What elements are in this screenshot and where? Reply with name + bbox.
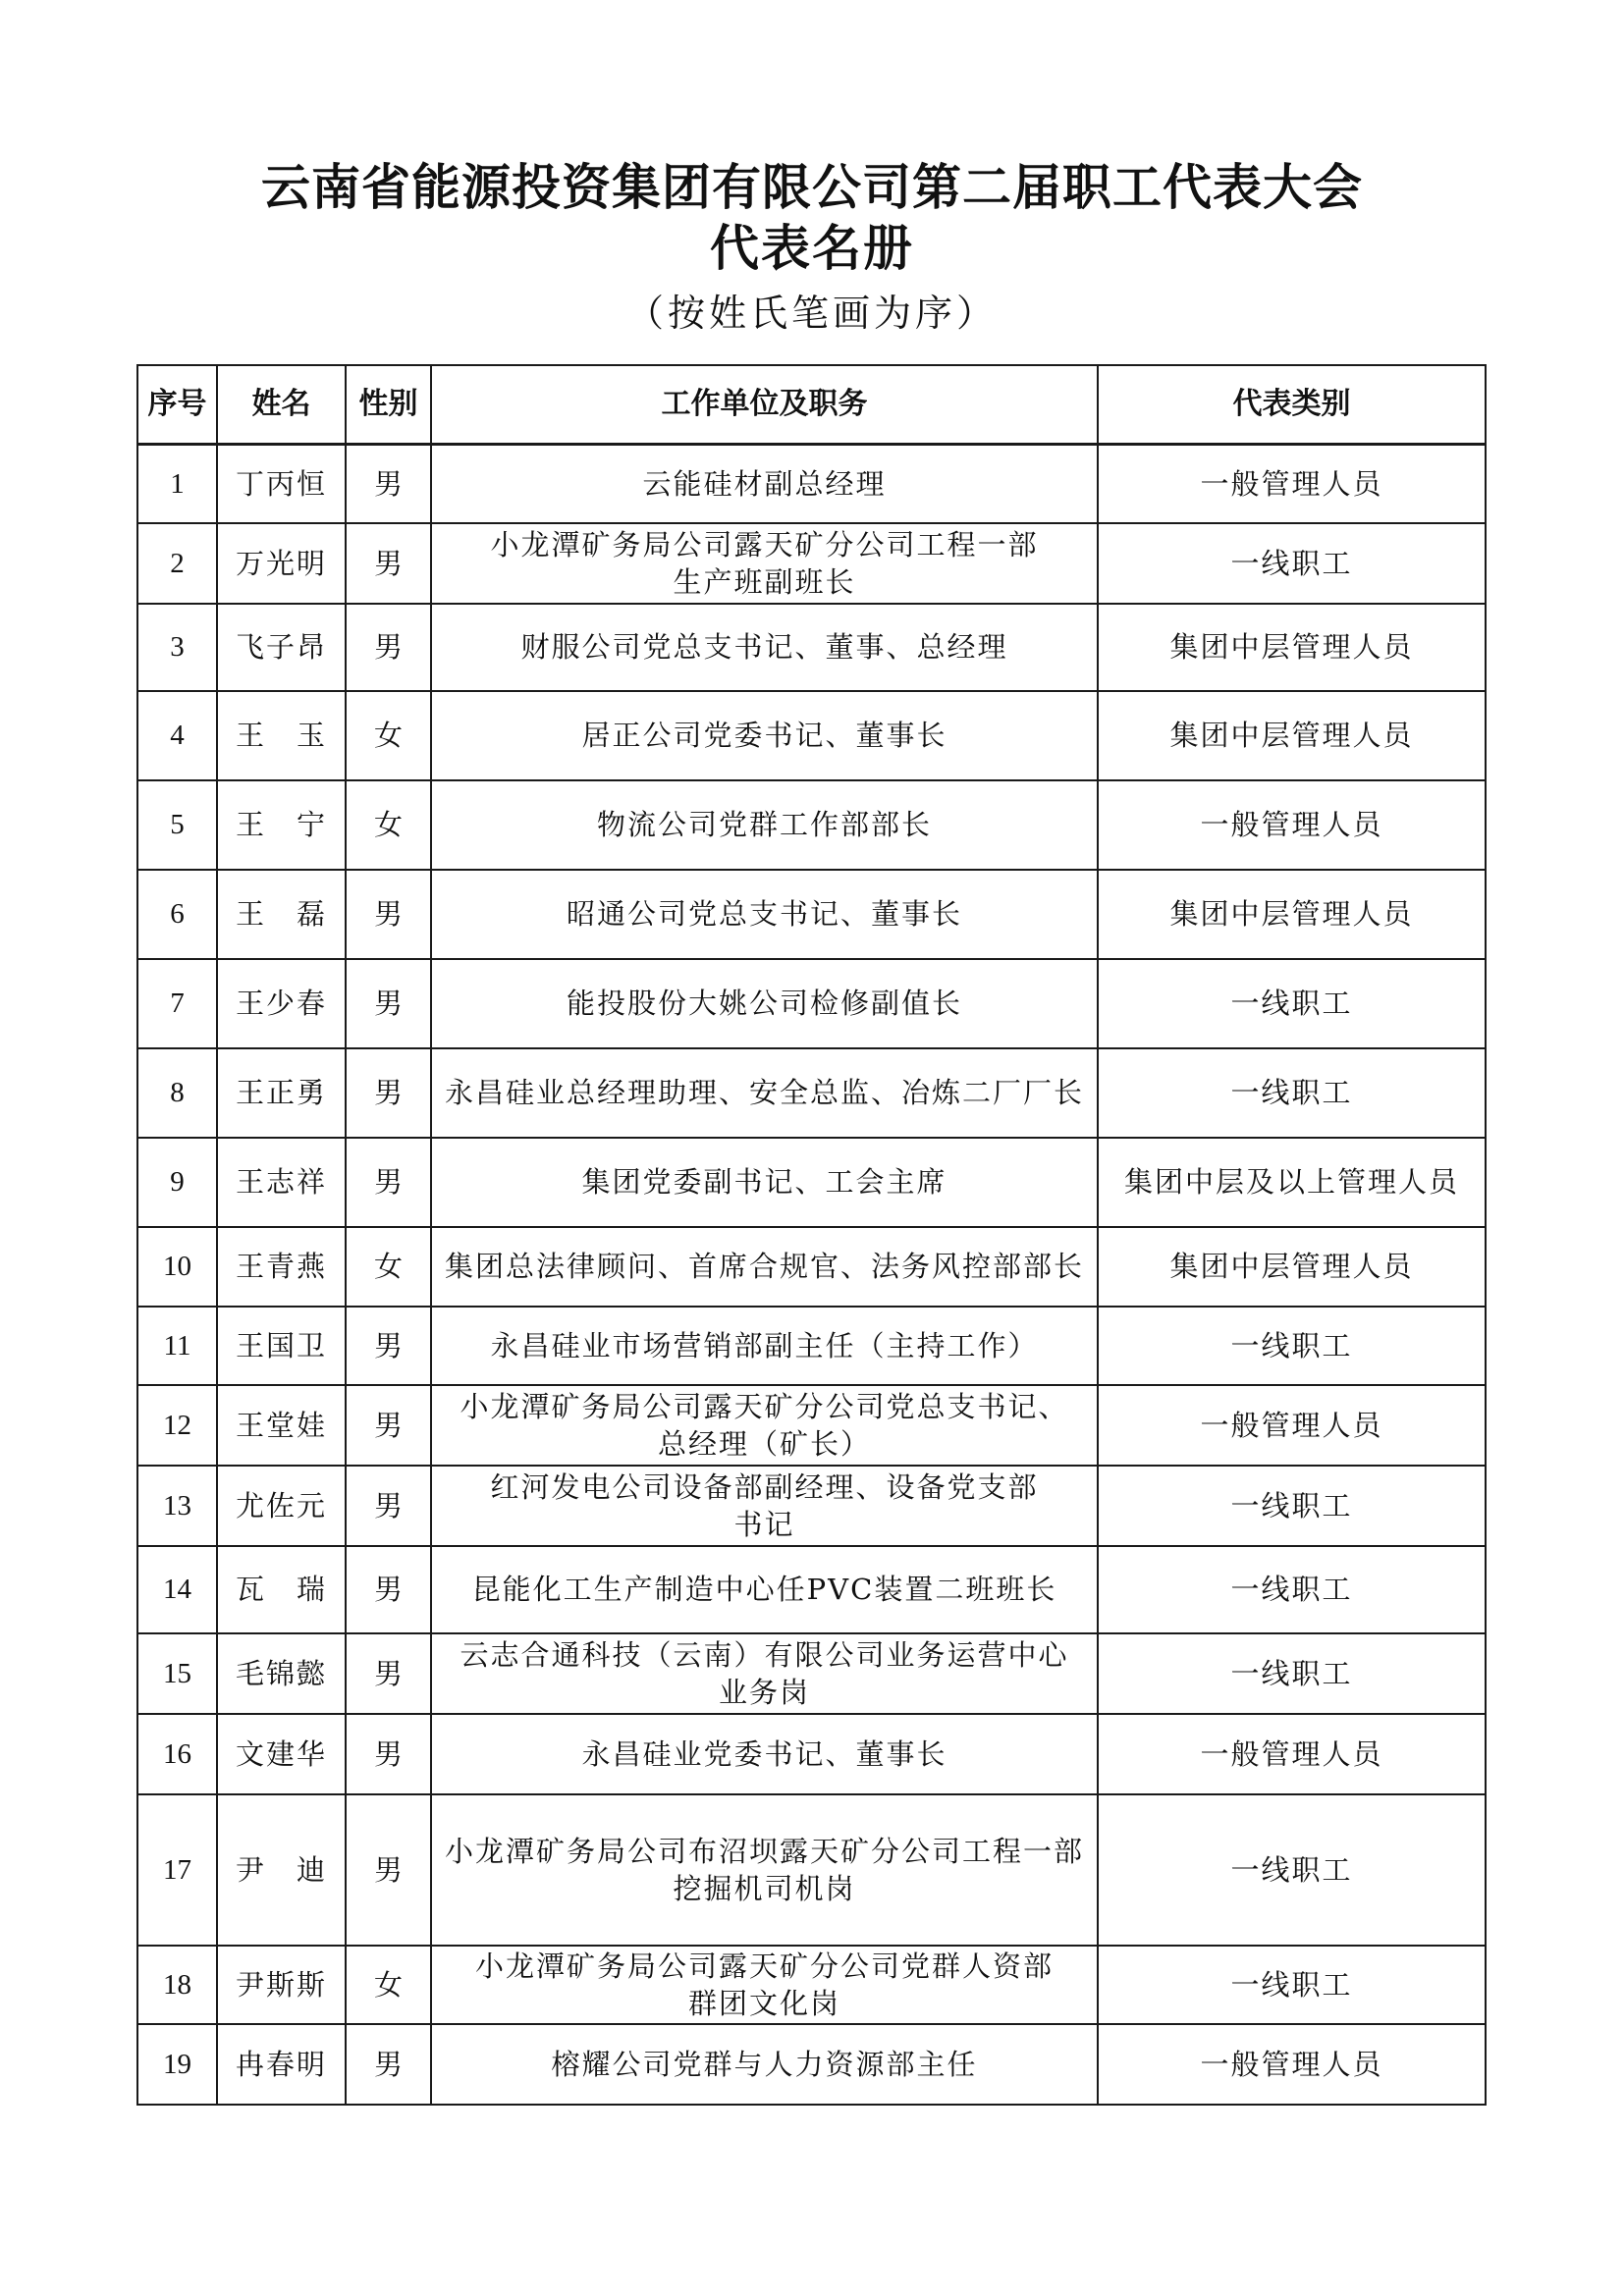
row-category: 一线职工 bbox=[1098, 1794, 1486, 1946]
document-header bbox=[0, 157, 1624, 340]
row-seq: 5 bbox=[137, 780, 217, 870]
row-category: 集团中层及以上管理人员 bbox=[1098, 1138, 1486, 1227]
row-name: 王青燕 bbox=[217, 1227, 346, 1307]
row-name: 丁丙恒 bbox=[217, 445, 346, 523]
row-unit-line: 物流公司党群工作部部长 bbox=[596, 808, 932, 841]
row-seq: 14 bbox=[137, 1546, 217, 1633]
row-unit-line: 集团党委副书记、工会主席 bbox=[581, 1165, 947, 1199]
table-row bbox=[137, 1633, 1486, 1714]
row-unit-line: 永昌硅业党委书记、董事长 bbox=[581, 1736, 947, 1771]
document-subtitle: （按姓氏笔画为序） bbox=[625, 292, 998, 335]
row-seq: 6 bbox=[137, 870, 217, 959]
row-gender: 男 bbox=[346, 1048, 431, 1138]
row-name: 毛锦懿 bbox=[217, 1633, 346, 1714]
row-category: 一线职工 bbox=[1098, 1546, 1486, 1633]
row-unit-line: 榕耀公司党群与人力资源部主任 bbox=[551, 2047, 978, 2081]
row-name: 尤佐元 bbox=[217, 1466, 346, 1546]
row-unit-line: 昆能化工生产制造中心任PVC装置二班班长 bbox=[471, 1573, 1057, 1606]
row-gender: 男 bbox=[346, 445, 431, 523]
table-row bbox=[137, 780, 1486, 870]
row-unit bbox=[431, 604, 1098, 691]
row-category: 集团中层管理人员 bbox=[1098, 1227, 1486, 1307]
table-row bbox=[137, 959, 1486, 1048]
row-unit bbox=[431, 1048, 1098, 1138]
row-seq: 12 bbox=[137, 1385, 217, 1466]
row-name: 冉春明 bbox=[217, 2024, 346, 2105]
row-unit bbox=[431, 870, 1098, 959]
table-row bbox=[137, 2024, 1486, 2105]
row-name: 尹斯斯 bbox=[217, 1946, 346, 2024]
row-unit-line: 总经理（矿长） bbox=[657, 1426, 871, 1461]
row-unit bbox=[431, 1307, 1098, 1385]
row-category: 集团中层管理人员 bbox=[1098, 870, 1486, 959]
row-gender: 男 bbox=[346, 1633, 431, 1714]
row-name: 王国卫 bbox=[217, 1307, 346, 1385]
row-gender: 男 bbox=[346, 1714, 431, 1794]
row-seq: 9 bbox=[137, 1138, 217, 1227]
row-category: 一线职工 bbox=[1098, 1946, 1486, 2024]
row-unit bbox=[431, 1714, 1098, 1794]
row-unit bbox=[431, 780, 1098, 870]
row-category: 一般管理人员 bbox=[1098, 1385, 1486, 1466]
row-seq: 18 bbox=[137, 1946, 217, 2024]
row-category: 集团中层管理人员 bbox=[1098, 604, 1486, 691]
row-unit bbox=[431, 1546, 1098, 1633]
table-row bbox=[137, 1546, 1486, 1633]
row-unit bbox=[431, 1385, 1098, 1466]
row-category: 一般管理人员 bbox=[1098, 445, 1486, 523]
row-name: 王 玉 bbox=[217, 691, 346, 780]
row-category: 一线职工 bbox=[1098, 1307, 1486, 1385]
header-seq: 序号 bbox=[137, 365, 217, 445]
row-gender: 女 bbox=[346, 1227, 431, 1307]
row-category: 一线职工 bbox=[1098, 1048, 1486, 1138]
row-seq: 10 bbox=[137, 1227, 217, 1307]
header-unit: 工作单位及职务 bbox=[431, 365, 1098, 445]
header-category: 代表类别 bbox=[1098, 365, 1486, 445]
row-unit-line: 小龙潭矿务局公司露天矿分公司党群人资部 bbox=[474, 1949, 1054, 1983]
row-unit-line: 昭通公司党总支书记、董事长 bbox=[566, 897, 962, 931]
document-title: 云南省能源投资集团有限公司第二届职工代表大会 bbox=[261, 158, 1363, 216]
table-row bbox=[137, 1466, 1486, 1546]
table-header-row bbox=[137, 365, 1486, 445]
row-gender: 男 bbox=[346, 604, 431, 691]
row-gender: 女 bbox=[346, 691, 431, 780]
row-gender: 男 bbox=[346, 1794, 431, 1946]
table-row bbox=[137, 1138, 1486, 1227]
row-unit bbox=[431, 1466, 1098, 1546]
row-unit-line: 集团总法律顾问、首席合规官、法务风控部部长 bbox=[444, 1250, 1084, 1283]
row-category: 集团中层管理人员 bbox=[1098, 691, 1486, 780]
row-seq: 16 bbox=[137, 1714, 217, 1794]
row-unit-line: 小龙潭矿务局公司露天矿分公司党总支书记、 bbox=[460, 1389, 1069, 1423]
row-unit-line: 居正公司党委书记、董事长 bbox=[581, 719, 947, 752]
row-seq: 8 bbox=[137, 1048, 217, 1138]
row-name: 王少春 bbox=[217, 959, 346, 1048]
row-gender: 男 bbox=[346, 1307, 431, 1385]
table-row bbox=[137, 1227, 1486, 1307]
table-row bbox=[137, 1385, 1486, 1466]
row-gender: 男 bbox=[346, 2024, 431, 2105]
row-unit bbox=[431, 1138, 1098, 1227]
row-seq: 4 bbox=[137, 691, 217, 780]
table-row bbox=[137, 1307, 1486, 1385]
table-row bbox=[137, 523, 1486, 604]
row-unit-line: 财服公司党总支书记、董事、总经理 bbox=[520, 630, 1008, 664]
row-seq: 17 bbox=[137, 1794, 217, 1946]
row-unit bbox=[431, 1946, 1098, 2024]
row-gender: 男 bbox=[346, 1138, 431, 1227]
row-unit-line: 生产班副班长 bbox=[673, 564, 856, 599]
row-gender: 男 bbox=[346, 1466, 431, 1546]
row-name: 尹 迪 bbox=[217, 1794, 346, 1946]
row-unit-line: 云志合通科技（云南）有限公司业务运营中心 bbox=[460, 1637, 1069, 1672]
row-category: 一线职工 bbox=[1098, 959, 1486, 1048]
row-name: 王正勇 bbox=[217, 1048, 346, 1138]
header-gender: 性别 bbox=[346, 365, 431, 445]
row-seq: 15 bbox=[137, 1633, 217, 1714]
row-gender: 女 bbox=[346, 1946, 431, 2024]
row-category: 一般管理人员 bbox=[1098, 1714, 1486, 1794]
row-gender: 男 bbox=[346, 870, 431, 959]
table-body bbox=[137, 445, 1486, 2105]
row-unit-line: 云能硅材副总经理 bbox=[642, 466, 887, 501]
row-gender: 男 bbox=[346, 1385, 431, 1466]
header-name: 姓名 bbox=[217, 365, 346, 445]
table-row bbox=[137, 604, 1486, 691]
row-name: 王志祥 bbox=[217, 1138, 346, 1227]
table-row bbox=[137, 691, 1486, 780]
table-row bbox=[137, 445, 1486, 523]
row-name: 王 宁 bbox=[217, 780, 346, 870]
row-unit bbox=[431, 1227, 1098, 1307]
row-unit-line: 业务岗 bbox=[718, 1675, 810, 1709]
table-row bbox=[137, 1946, 1486, 2024]
row-unit-line: 挖掘机司机岗 bbox=[673, 1871, 856, 1905]
row-unit-line: 小龙潭矿务局公司露天矿分公司工程一部 bbox=[490, 527, 1039, 561]
row-unit-line: 群团文化岗 bbox=[687, 1986, 840, 2020]
row-seq: 7 bbox=[137, 959, 217, 1048]
row-seq: 13 bbox=[137, 1466, 217, 1546]
row-category: 一线职工 bbox=[1098, 1633, 1486, 1714]
row-seq: 11 bbox=[137, 1307, 217, 1385]
row-name: 文建华 bbox=[217, 1714, 346, 1794]
row-gender: 男 bbox=[346, 959, 431, 1048]
table-row bbox=[137, 1714, 1486, 1794]
row-name: 飞子昂 bbox=[217, 604, 346, 691]
row-seq: 3 bbox=[137, 604, 217, 691]
row-unit bbox=[431, 691, 1098, 780]
row-unit bbox=[431, 1794, 1098, 1946]
row-unit-line: 小龙潭矿务局公司布沼坝露天矿分公司工程一部 bbox=[444, 1834, 1084, 1868]
row-category: 一线职工 bbox=[1098, 523, 1486, 604]
row-category: 一般管理人员 bbox=[1098, 2024, 1486, 2105]
row-name: 瓦 瑞 bbox=[217, 1546, 346, 1633]
row-seq: 1 bbox=[137, 445, 217, 523]
table-row bbox=[137, 1794, 1486, 1946]
table-row bbox=[137, 870, 1486, 959]
table-row bbox=[137, 1048, 1486, 1138]
row-gender: 男 bbox=[346, 1546, 431, 1633]
row-unit-line: 能投股份大姚公司检修副值长 bbox=[566, 987, 962, 1020]
row-unit bbox=[431, 523, 1098, 604]
row-unit-line: 永昌硅业总经理助理、安全总监、冶炼二厂厂长 bbox=[444, 1076, 1084, 1109]
row-seq: 19 bbox=[137, 2024, 217, 2105]
row-unit bbox=[431, 1633, 1098, 1714]
row-unit-line: 书记 bbox=[733, 1507, 795, 1541]
row-unit bbox=[431, 445, 1098, 523]
row-gender: 女 bbox=[346, 780, 431, 870]
representative-roster-table bbox=[136, 364, 1487, 2106]
document-title-line2: 代表名册 bbox=[710, 219, 914, 277]
row-name: 万光明 bbox=[217, 523, 346, 604]
row-unit-line: 红河发电公司设备部副经理、设备党支部 bbox=[490, 1469, 1039, 1504]
row-unit bbox=[431, 2024, 1098, 2105]
row-unit bbox=[431, 959, 1098, 1048]
row-name: 王 磊 bbox=[217, 870, 346, 959]
row-gender: 男 bbox=[346, 523, 431, 604]
row-seq: 2 bbox=[137, 523, 217, 604]
row-name: 王堂娃 bbox=[217, 1385, 346, 1466]
row-category: 一般管理人员 bbox=[1098, 780, 1486, 870]
row-unit-line: 永昌硅业市场营销部副主任（主持工作） bbox=[490, 1328, 1039, 1362]
row-category: 一线职工 bbox=[1098, 1466, 1486, 1546]
